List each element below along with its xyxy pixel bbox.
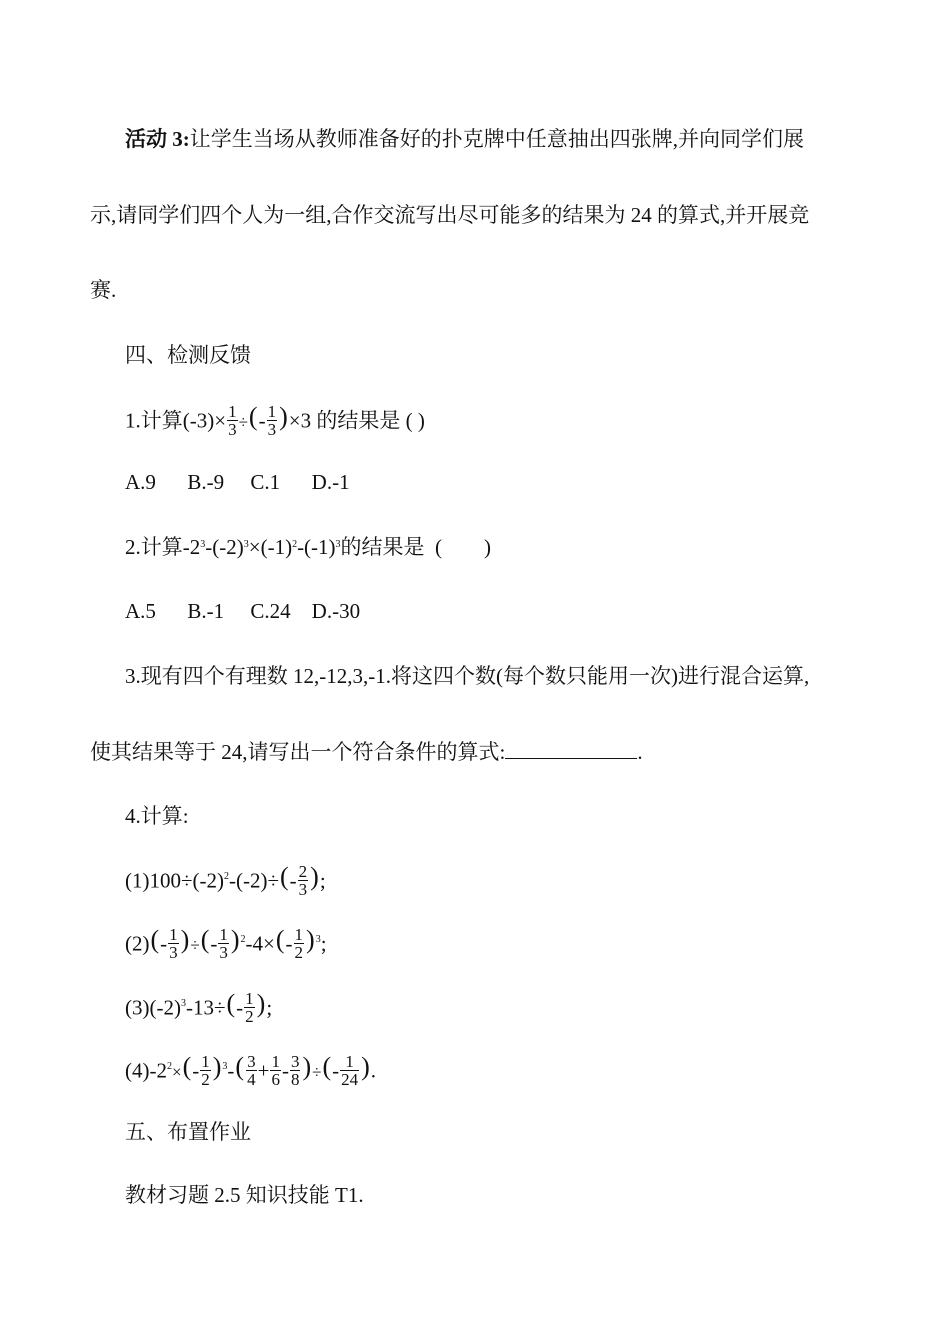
q4-part-1 — [125, 861, 326, 900]
denominator: 24 — [341, 1070, 359, 1089]
q4p2-label: (2) — [125, 931, 150, 956]
fraction — [227, 403, 238, 438]
fraction — [267, 403, 278, 438]
numerator: 1 — [201, 1052, 210, 1071]
q4-part-3 — [125, 988, 273, 1027]
exponent: 2 — [240, 934, 246, 945]
numerator: 1 — [228, 402, 237, 421]
numerator: 1 — [169, 925, 178, 944]
divide-sign: ÷ — [238, 412, 248, 432]
exponent: 3 — [243, 539, 249, 550]
denominator: 4 — [247, 1070, 256, 1089]
fraction — [270, 1053, 281, 1088]
exponent: 3 — [180, 998, 186, 1009]
activity-paragraph-line2: 示,请同学们四个人为一组,合作交流写出尽可能多的结果为 24 的算式,并开展竞 — [90, 203, 810, 227]
q2-part-a: 2.计算-2 — [125, 535, 201, 559]
fraction — [290, 1053, 301, 1088]
homework-text: 教材习题 2.5 知识技能 T1. — [125, 1183, 364, 1207]
exponent: 3 — [200, 539, 206, 550]
negative-sign: - — [289, 868, 297, 893]
denominator: 2 — [201, 1070, 210, 1089]
minus-sign: - — [227, 1058, 235, 1083]
denominator: 3 — [228, 420, 237, 439]
q2-part-b: -(-2) — [205, 535, 244, 559]
terminator: . — [370, 1058, 377, 1083]
q2-suffix: 的结果是 ( ) — [340, 535, 492, 559]
q4p1-text-b: -(-2)÷ — [229, 868, 279, 893]
fraction — [294, 926, 305, 961]
q2-part-d: -(-1) — [297, 535, 336, 559]
q1-options: A.9 B.-9 C.1 D.-1 — [125, 470, 350, 494]
exponent: 3 — [222, 1061, 228, 1072]
left-paren: ( — [200, 924, 210, 954]
q3-end: . — [637, 740, 643, 764]
right-paren: ) — [256, 988, 266, 1018]
right-paren: ) — [180, 924, 190, 954]
q4-part-2 — [125, 924, 327, 963]
section-heading-feedback: 四、检测反馈 — [125, 343, 251, 367]
question-4-title: 4.计算: — [125, 804, 189, 828]
fraction — [244, 990, 255, 1025]
denominator: 6 — [271, 1070, 280, 1089]
exponent: 3 — [335, 539, 341, 550]
negative-sign: - — [332, 1058, 340, 1083]
right-paren: ) — [310, 861, 319, 891]
negative-sign: - — [192, 1058, 200, 1083]
question-1 — [125, 401, 425, 440]
fraction — [200, 1053, 211, 1088]
right-paren: ) — [230, 924, 240, 954]
exponent: 2 — [166, 1061, 172, 1072]
q1-prefix: 1.计算(-3)× — [125, 408, 227, 433]
activity-label: 活动 3: — [125, 127, 190, 151]
exponent: 3 — [315, 934, 321, 945]
fraction — [168, 926, 179, 961]
q4p1-text-a: (1)100÷(-2) — [125, 868, 224, 893]
left-paren: ( — [235, 1051, 245, 1081]
numerator: 1 — [219, 925, 228, 944]
denominator: 3 — [169, 943, 178, 962]
negative-sign: - — [236, 995, 244, 1020]
question-2 — [125, 533, 491, 561]
minus-sign: - — [281, 1058, 289, 1083]
fraction — [246, 1053, 257, 1088]
left-paren: ( — [322, 1051, 332, 1081]
denominator: 2 — [294, 943, 304, 962]
exponent: 2 — [292, 539, 298, 550]
question-3-line2 — [90, 738, 643, 766]
right-paren: ) — [302, 1051, 312, 1081]
left-paren: ( — [280, 861, 289, 891]
left-paren: ( — [275, 924, 285, 954]
fraction — [340, 1053, 359, 1088]
negative-sign: - — [258, 408, 266, 433]
numerator: 1 — [245, 989, 254, 1008]
plus-sign: + — [257, 1058, 270, 1083]
divide-sign: ÷ — [190, 935, 200, 955]
activity-paragraph-line1 — [125, 125, 804, 153]
negative-sign: - — [160, 931, 168, 956]
fraction — [298, 863, 309, 898]
answer-blank[interactable] — [505, 738, 637, 759]
q2-options: A.5 B.-1 C.24 D.-30 — [125, 599, 361, 623]
numerator: 1 — [340, 1053, 359, 1071]
negative-sign: - — [285, 931, 293, 956]
q3-text: 使其结果等于 24,请写出一个符合条件的算式: — [90, 740, 506, 764]
q2-part-c: ×(-1) — [248, 535, 293, 559]
q4-part-4 — [125, 1051, 377, 1090]
left-paren: ( — [182, 1051, 192, 1081]
right-paren: ) — [212, 1051, 222, 1081]
denominator: 3 — [267, 420, 277, 439]
times-sign: × — [171, 1062, 182, 1082]
activity-text-1: 让学生当场从教师准备好的扑克牌中任意抽出四张牌,并向同学们展 — [189, 127, 804, 151]
q4p4-text-a: (4)-2 — [125, 1058, 167, 1083]
denominator: 8 — [290, 1070, 300, 1089]
numerator: 3 — [247, 1052, 256, 1071]
numerator: 2 — [298, 862, 308, 881]
numerator: 1 — [267, 402, 277, 421]
right-paren: ) — [361, 1051, 370, 1081]
q1-suffix: ×3 的结果是 ( ) — [288, 408, 425, 433]
section-heading-homework: 五、布置作业 — [125, 1120, 251, 1144]
denominator: 2 — [245, 1007, 254, 1026]
left-paren: ( — [226, 988, 236, 1018]
left-paren: ( — [150, 924, 160, 954]
denominator: 3 — [298, 880, 308, 899]
fraction — [218, 926, 229, 961]
right-paren: ) — [279, 401, 288, 431]
numerator: 1 — [271, 1052, 280, 1071]
numerator: 3 — [290, 1052, 300, 1071]
exponent: 2 — [224, 871, 229, 882]
question-3-line1: 3.现有四个有理数 12,-12,3,-1.将这四个数(每个数只能用一次)进行混合运算, — [125, 664, 810, 688]
q4p3-text-a: (3)(-2) — [125, 995, 181, 1020]
activity-paragraph-line3: 赛. — [90, 278, 117, 302]
terminator: ; — [266, 995, 273, 1020]
q4p2-text-b: -4× — [245, 931, 275, 956]
terminator: ; — [320, 931, 327, 956]
right-paren: ) — [306, 924, 315, 954]
left-paren: ( — [248, 401, 258, 431]
terminator: ; — [319, 868, 326, 893]
divide-sign: ÷ — [312, 1062, 322, 1082]
negative-sign: - — [210, 931, 218, 956]
denominator: 3 — [219, 943, 228, 962]
q4p3-text-b: -13÷ — [185, 995, 226, 1020]
numerator: 1 — [294, 925, 304, 944]
